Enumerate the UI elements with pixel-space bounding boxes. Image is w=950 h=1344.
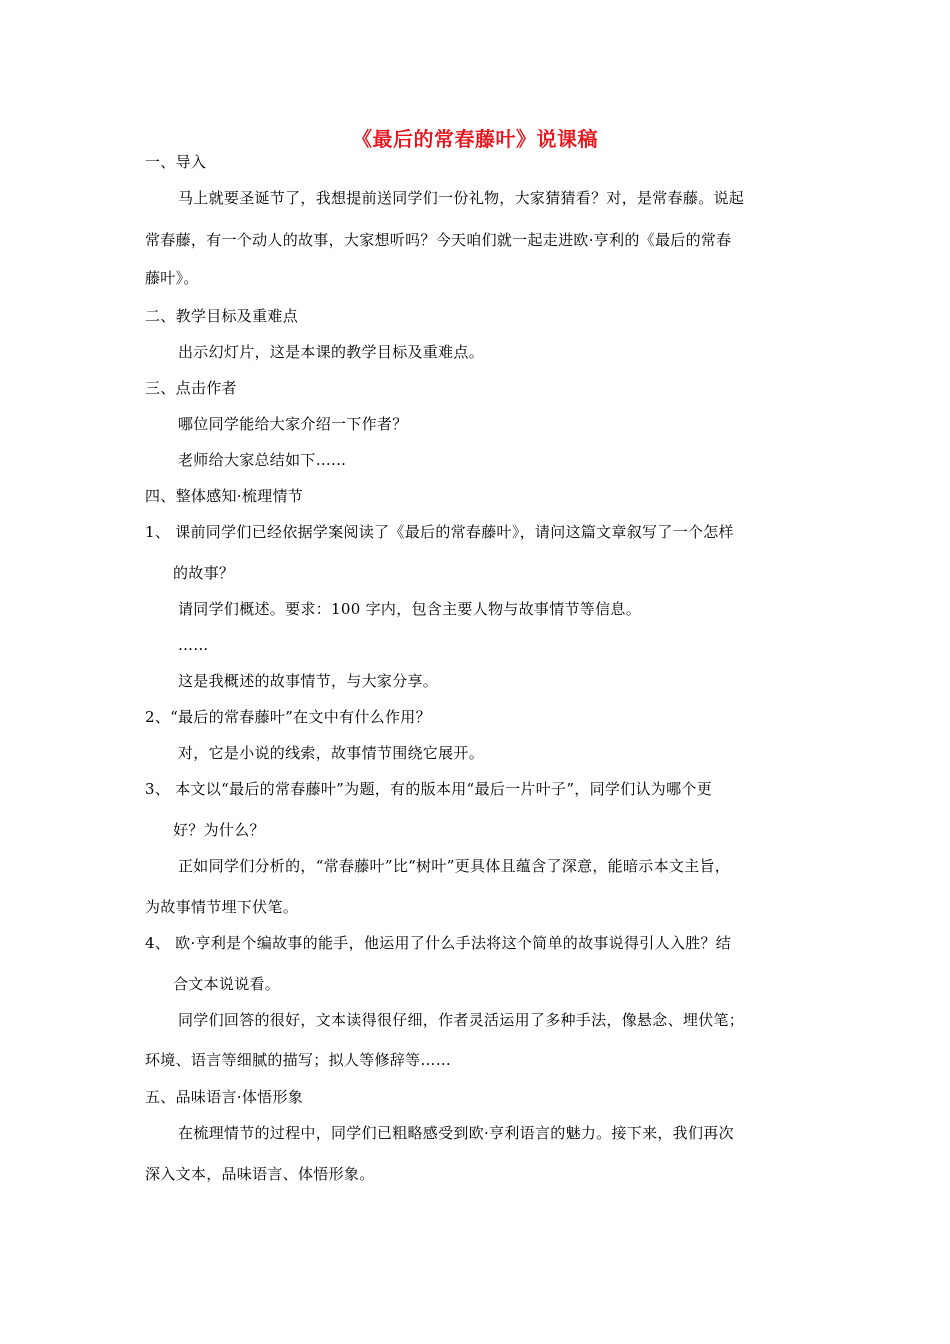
question-line: 4、 欧·亨利是个编故事的能手，他运用了什么手法将这个简单的故事说得引人入胜？结 [145, 934, 732, 952]
paragraph-line: 马上就要圣诞节了，我想提前送同学们一份礼物，大家猜猜看？对，是常春藤。说起 [178, 189, 745, 207]
paragraph-line: …… [178, 636, 209, 654]
section-heading-plot: 四、整体感知·梳理情节 [145, 487, 304, 505]
paragraph-line: 在梳理情节的过程中，同学们已粗略感受到欧·亨利语言的魅力。接下来，我们再次 [178, 1124, 734, 1142]
question-line: 合文本说说看。 [173, 975, 281, 993]
question-line: 2、“最后的常春藤叶”在文中有什么作用？ [145, 708, 431, 726]
paragraph-line: 对，它是小说的线索，故事情节围绕它展开。 [178, 744, 485, 762]
question-line: 好？为什么？ [173, 821, 265, 839]
paragraph-line: 正如同学们分析的，“常春藤叶”比“树叶”更具体且蕴含了深意，能暗示本文主旨， [178, 857, 731, 875]
paragraph-line: 老师给大家总结如下…… [178, 451, 347, 469]
paragraph-line: 常春藤，有一个动人的故事，大家想听吗？今天咱们就一起走进欧·亨利的《最后的常春 [145, 231, 732, 249]
paragraph-line: 同学们回答的很好，文本读得很仔细，作者灵活运用了多种手法，像悬念、埋伏笔； [178, 1011, 745, 1029]
paragraph-line: 这是我概述的故事情节，与大家分享。 [178, 672, 439, 690]
document-title: 《最后的常春藤叶》说课稿 [352, 127, 598, 151]
question-line: 的故事？ [173, 564, 235, 582]
section-heading-author: 三、点击作者 [145, 379, 237, 397]
paragraph-line: 为故事情节埋下伏笔。 [145, 898, 299, 916]
paragraph-line: 深入文本，品味语言、体悟形象。 [145, 1165, 375, 1183]
question-line: 1、 课前同学们已经依据学案阅读了《最后的常春藤叶》，请问这篇文章叙写了一个怎样 [145, 523, 734, 541]
section-heading-language: 五、品味语言·体悟形象 [145, 1088, 304, 1106]
paragraph-line: 出示幻灯片，这是本课的教学目标及重难点。 [178, 343, 485, 361]
paragraph-line: 请同学们概述。要求：100 字内，包含主要人物与故事情节等信息。 [178, 600, 642, 618]
section-heading-goals: 二、教学目标及重难点 [145, 307, 299, 325]
paragraph-line: 环境、语言等细腻的描写；拟人等修辞等…… [145, 1051, 452, 1069]
section-heading-intro: 一、导入 [145, 153, 207, 171]
paragraph-line: 哪位同学能给大家介绍一下作者？ [178, 415, 408, 433]
question-line: 3、 本文以“最后的常春藤叶”为题，有的版本用“最后一片叶子”，同学们认为哪个更 [145, 780, 712, 798]
paragraph-line: 藤叶》。 [145, 269, 199, 287]
